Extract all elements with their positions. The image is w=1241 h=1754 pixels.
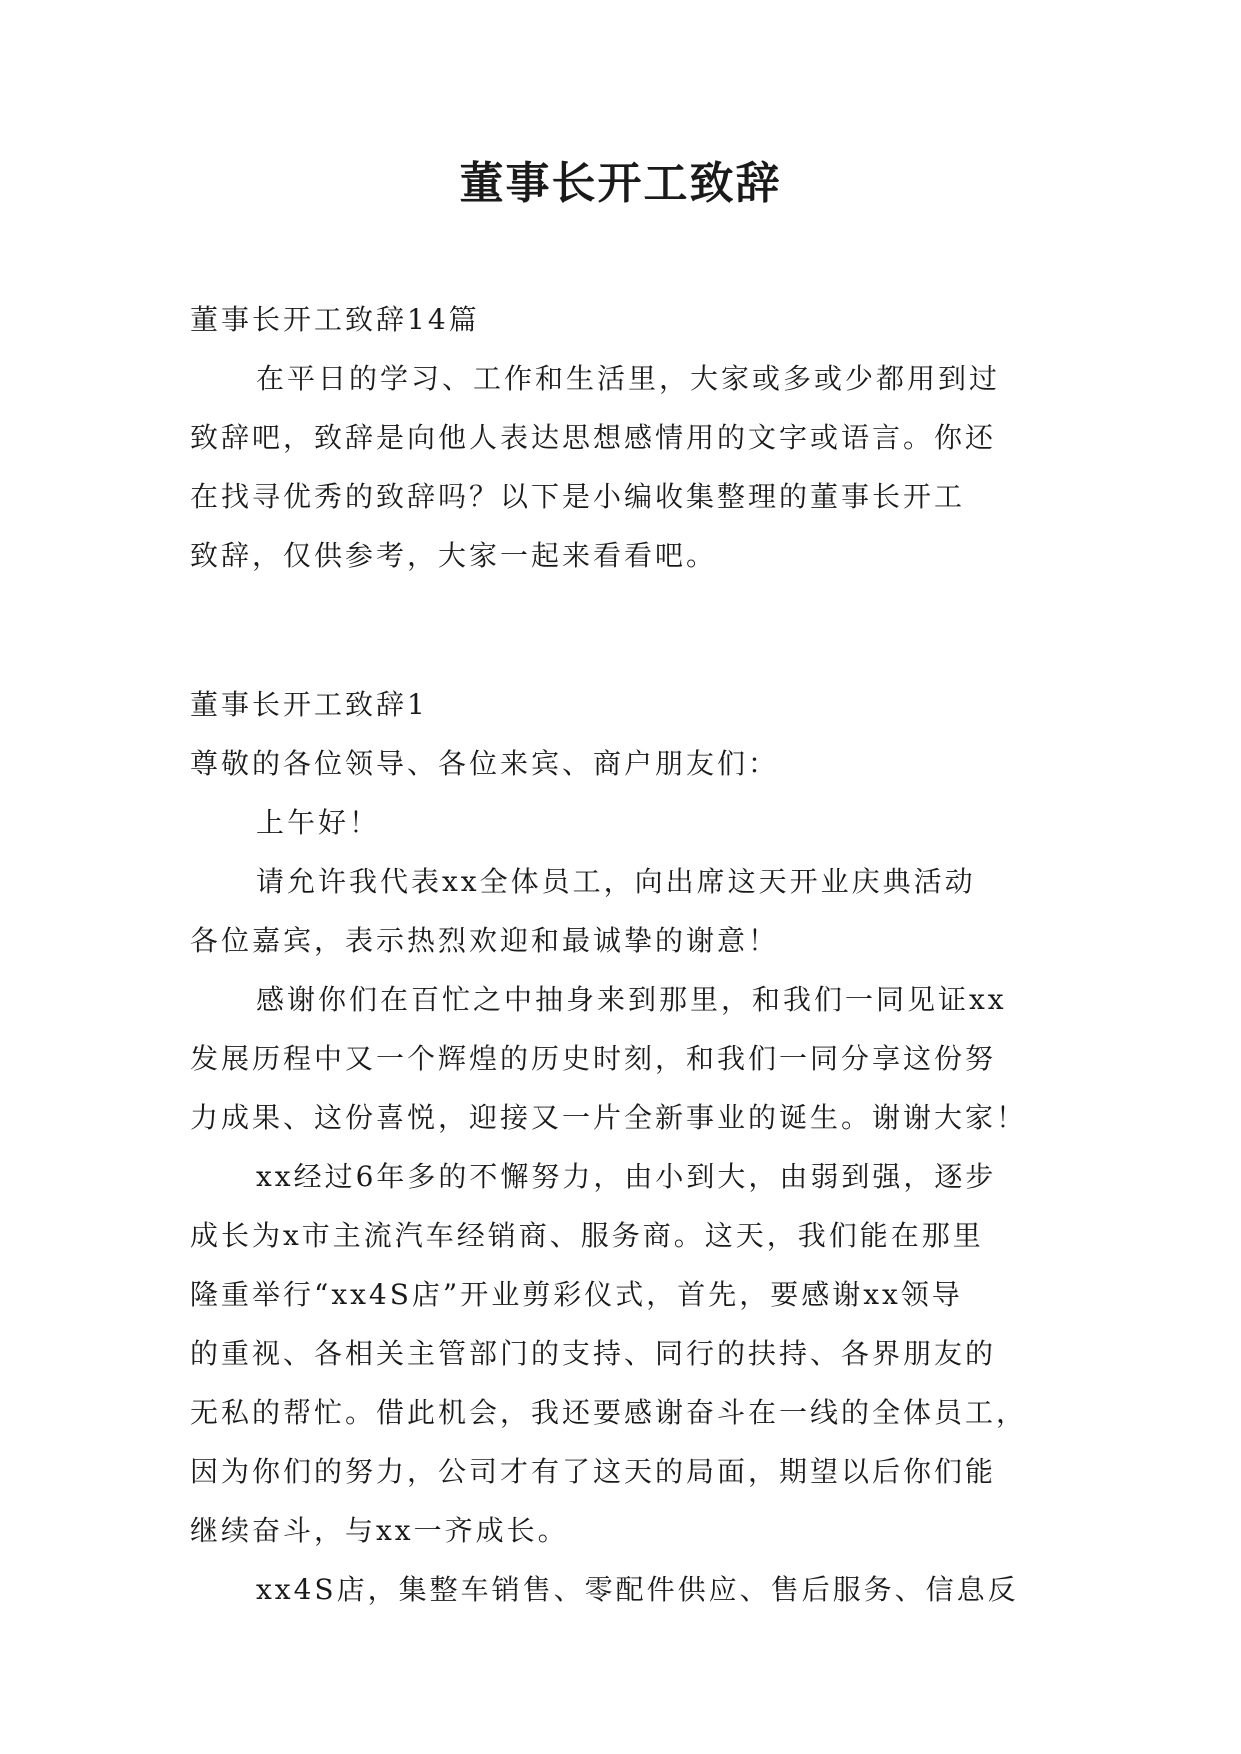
document-body bbox=[190, 290, 1060, 1619]
paragraph-line: 力成果、这份喜悦，迎接又一片全新事业的诞生。谢谢大家！ bbox=[190, 1101, 1028, 1134]
paragraph-line: xx4S店，集整车销售、零配件供应、售后服务、信息反 bbox=[256, 1573, 1019, 1606]
paragraph-line: 请允许我代表xx全体员工，向出席这天开业庆典活动 bbox=[256, 865, 976, 898]
intro-line: 在找寻优秀的致辞吗？以下是小编收集整理的董事长开工 bbox=[190, 480, 966, 513]
paragraph-line: 各位嘉宾，表示热烈欢迎和最诚挚的谢意！ bbox=[190, 924, 780, 957]
paragraph-line: xx经过6年多的不懈努力，由小到大，由弱到强，逐步 bbox=[256, 1160, 997, 1193]
document-subtitle: 董事长开工致辞14篇 bbox=[190, 303, 480, 336]
intro-line: 在平日的学习、工作和生活里，大家或多或少都用到过 bbox=[256, 362, 1001, 395]
paragraph-line: 继续奋斗，与xx一齐成长。 bbox=[190, 1514, 569, 1547]
paragraph-line: 发展历程中又一个辉煌的历史时刻，和我们一同分享这份努 bbox=[190, 1042, 997, 1075]
salutation: 尊敬的各位领导、各位来宾、商户朋友们： bbox=[190, 747, 780, 780]
intro-line: 致辞，仅供参考，大家一起来看看吧。 bbox=[190, 539, 718, 572]
intro-line: 致辞吧，致辞是向他人表达思想感情用的文字或语言。你还 bbox=[190, 421, 997, 454]
paragraph-line: 无私的帮忙。借此机会，我还要感谢奋斗在一线的全体员工， bbox=[190, 1396, 1028, 1429]
document-title: 董事长开工致辞 bbox=[459, 158, 782, 209]
paragraph-line: 隆重举行“xx4S店”开业剪彩仪式，首先，要感谢xx领导 bbox=[190, 1278, 963, 1311]
paragraph-line: 因为你们的努力，公司才有了这天的局面，期望以后你们能 bbox=[190, 1455, 997, 1488]
greeting: 上午好！ bbox=[256, 806, 381, 839]
paragraph-line: 感谢你们在百忙之中抽身来到那里，和我们一同见证xx bbox=[256, 983, 1007, 1016]
paragraph-line: 成长为x市主流汽车经销商、服务商。这天，我们能在那里 bbox=[190, 1219, 984, 1252]
section-spacer bbox=[190, 585, 1060, 675]
section-heading: 董事长开工致辞1 bbox=[190, 688, 428, 721]
paragraph-line: 的重视、各相关主管部门的支持、同行的扶持、各界朋友的 bbox=[190, 1337, 997, 1370]
